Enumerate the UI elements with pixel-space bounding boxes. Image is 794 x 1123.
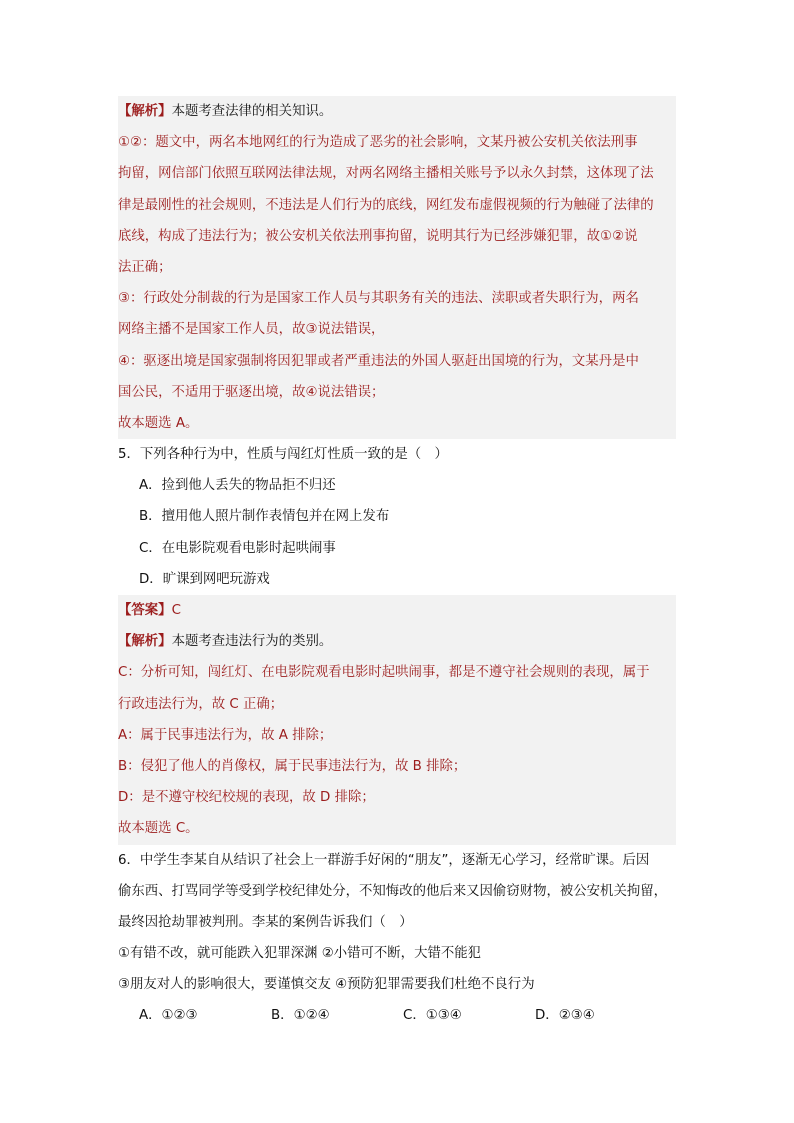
analysis-line: A：属于民事违法行为，故 A 排除；	[118, 727, 333, 743]
analysis-line: 网络主播不是国家工作人员，故③说法错误，	[118, 322, 385, 338]
analysis-header: 【解析】本题考查法律的相关知识。	[118, 104, 333, 119]
answer-analysis-block-q5	[118, 595, 676, 845]
statement-line: ③朋友对人的影响很大，要谨慎交友 ④预防犯罪需要我们杜绝不良行为	[118, 977, 535, 993]
answer-line: 【答案】C	[118, 603, 181, 618]
question-6	[118, 845, 676, 1032]
question-stem: 6．中学生李某自从结识了社会上一群游手好闲的“朋友”，逐渐无心学习，经常旷课。后因	[118, 852, 650, 868]
analysis-line: 行政违法行为，故 C 正确；	[118, 696, 284, 712]
analysis-conclusion: 故本题选 C。	[118, 821, 199, 837]
analysis-line: 法正确；	[118, 259, 172, 275]
analysis-line: ①②：题文中，两名本地网红的行为造成了恶劣的社会影响，文某丹被公安机关依法刑事	[118, 135, 638, 151]
choice-b: B．①②④	[271, 1008, 330, 1024]
analysis-line: B：侵犯了他人的肖像权，属于民事违法行为，故 B 排除；	[118, 758, 467, 774]
analysis-line: ④：驱逐出境是国家强制将因犯罪或者严重违法的外国人驱赶出国境的行为，文某丹是中	[118, 353, 639, 369]
analysis-block-q4	[118, 96, 676, 439]
choice-c: C．①③④	[403, 1008, 462, 1024]
analysis-line: C：分析可知，闯红灯、在电影院观看电影时起哄闹事，都是不遵守社会规则的表现，属于	[118, 665, 650, 681]
analysis-line: ③：行政处分制裁的行为是国家工作人员与其职务有关的违法、渎职或者失职行为，两名	[118, 291, 639, 307]
question-stem: 5．下列各种行为中，性质与闯红灯性质一致的是（ ）	[118, 447, 448, 463]
analysis-line: 底线，构成了违法行为；被公安机关依法刑事拘留，说明其行为已经涉嫌犯罪，故①②说	[118, 228, 638, 244]
question-stem: 偷东西、打骂同学等受到学校纪律处分，不知悔改的他后来又因偷窃财物，被公安机关拘留，	[118, 883, 668, 899]
choice-a: A．①②③	[139, 1008, 198, 1024]
analysis-conclusion: 故本题选 A。	[118, 415, 199, 431]
choice-row	[118, 1000, 676, 1031]
analysis-line: 国公民，不适用于驱逐出境，故④说法错误；	[118, 384, 385, 400]
option-d: D．旷课到网吧玩游戏	[139, 571, 270, 587]
choice-d: D．②③④	[535, 1008, 595, 1024]
option-b: B．擅用他人照片制作表情包并在网上发布	[139, 509, 390, 525]
analysis-line: D：是不遵守校纪校规的表现，故 D 排除；	[118, 790, 375, 806]
question-stem: 最终因抢劫罪被判刑。李某的案例告诉我们（ ）	[118, 914, 413, 930]
page-content	[118, 96, 676, 1032]
option-a: A．捡到他人丢失的物品拒不归还	[139, 478, 336, 494]
analysis-header: 【解析】本题考查违法行为的类别。	[118, 634, 333, 650]
option-c: C．在电影院观看电影时起哄闹事	[139, 540, 336, 556]
analysis-line: 律是最刚性的社会规则，不违法是人们行为的底线，网红发布虚假视频的行为触碰了法律的	[118, 197, 654, 213]
analysis-line: 拘留，网信部门依照互联网法律法规，对两名网络主播相关账号予以永久封禁，这体现了法	[118, 166, 654, 182]
question-5	[118, 439, 676, 595]
statement-line: ①有错不改，就可能跌入犯罪深渊 ②小错可不断，大错不能犯	[118, 946, 482, 962]
